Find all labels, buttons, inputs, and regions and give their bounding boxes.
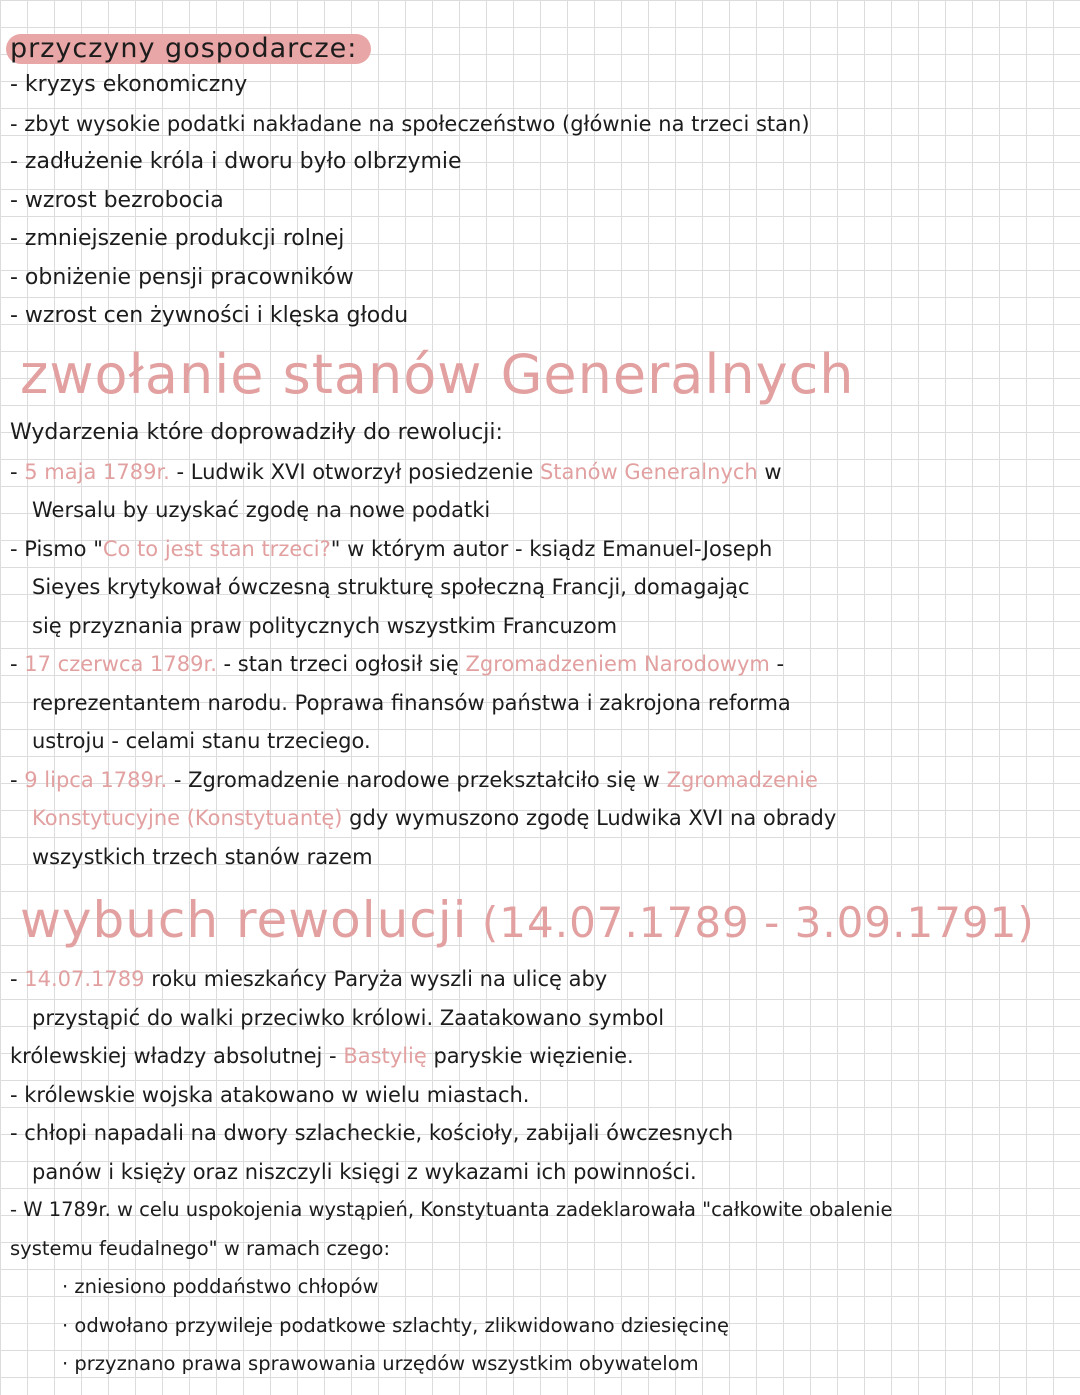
- revolution-notes: [10, 960, 1070, 1384]
- revolution-title: wybuch rewolucji (14.07.1789 - 3.09.1791): [20, 891, 1035, 949]
- note-line: wszystkich trzech stanów razem: [32, 844, 373, 869]
- revolution-dates: (14.07.1789 - 3.09.1791): [467, 898, 1035, 947]
- term-highlight: Co to jest stan trzeci?: [102, 536, 331, 561]
- list-item: - obniżenie pensji pracowników: [10, 264, 354, 290]
- term-highlight: Konstytucyjne (Konstytuantę): [32, 806, 343, 830]
- list-item: - zbyt wysokie podatki nakładane na społeczeństwo (głównie na trzeci stan): [10, 111, 810, 136]
- note-line: - 5 maja 1789r. - Ludwik XVI otworzył posiedzenie Stanów Generalnych w: [10, 459, 782, 484]
- note-line: panów i księży oraz niszczyli księgi z wykazami ich powinności.: [32, 1159, 697, 1184]
- term-highlight: Zgromadzenie: [666, 767, 818, 792]
- bullet-item: · zniesiono poddaństwo chłopów: [62, 1275, 379, 1298]
- note-line: Konstytucyjne (Konstytuantę) gdy wymuszono zgodę Ludwika XVI na obrady: [32, 806, 837, 830]
- list-item: - wzrost cen żywności i klęska głodu: [10, 303, 409, 328]
- note-line: reprezentantem narodu. Poprawa finansów państwa i zakrojona reforma: [32, 690, 791, 715]
- note-line: - 9 lipca 1789r. - Zgromadzenie narodowe przekształciło się w Zgromadzenie: [10, 767, 818, 792]
- causes-heading: przyczyny gospodarcze:: [6, 34, 371, 64]
- list-item: - wzrost bezrobocia: [10, 187, 224, 213]
- note-line: ustroju - celami stanu trzeciego.: [32, 729, 371, 753]
- term-highlight: Stanów Generalnych: [539, 459, 758, 484]
- list-item: - zmniejszenie produkcji rolnej: [10, 226, 345, 251]
- term-highlight: Bastylię: [343, 1044, 427, 1068]
- note-line: Sieyes krytykował ówczesną strukturę społeczną Francji, domagając: [32, 575, 750, 599]
- bullet-item: · odwołano przywileje podatkowe szlachty, zlikwidowano dziesięcinę: [62, 1313, 730, 1337]
- date-highlight: 14.07.1789: [24, 967, 145, 991]
- note-line: królewskiej władzy absolutnej - Bastylię paryskie więzienie.: [10, 1044, 634, 1068]
- note-line: - chłopi napadali na dwory szlacheckie, kościoły, zabijali ówczesnych: [10, 1121, 734, 1145]
- bullet-item: · przyznano prawa sprawowania urzędów wszystkim obywatelom: [62, 1352, 699, 1375]
- date-highlight: 5 maja 1789r.: [24, 459, 170, 484]
- estates-general-title: zwołanie stanów Generalnych: [20, 343, 855, 406]
- list-item: - zadłużenie króla i dworu było olbrzymie: [10, 149, 462, 174]
- term-highlight: Zgromadzeniem Narodowym: [465, 652, 770, 676]
- date-highlight: 17 czerwca 1789r.: [24, 652, 217, 676]
- note-line: przystąpić do walki przeciwko królowi. Zaatakowano symbol: [32, 1005, 665, 1030]
- intro-line: Wydarzenia które doprowadziły do rewolucji:: [10, 420, 503, 445]
- note-line: Wersalu by uzyskać zgodę na nowe podatki: [32, 498, 491, 522]
- causes-list: [10, 66, 1070, 336]
- note-line: - W 1789r. w celu uspokojenia wystąpień, Konstytuanta zadeklarowała "całkowite obalenie: [10, 1198, 893, 1221]
- date-highlight: 9 lipca 1789r.: [24, 767, 168, 792]
- note-line: się przyznania praw politycznych wszystkim Francuzom: [32, 613, 618, 638]
- note-line: - Pismo "Co to jest stan trzeci?" w którym autor - ksiądz Emanuel-Joseph: [10, 536, 773, 561]
- estates-general-notes: [10, 414, 1070, 876]
- note-line: systemu feudalnego" w ramach czego:: [10, 1236, 391, 1260]
- list-item: - kryzys ekonomiczny: [10, 72, 248, 97]
- note-line: - królewskie wojska atakowano w wielu miastach.: [10, 1082, 530, 1107]
- note-line: - 14.07.1789 roku mieszkańcy Paryża wyszli na ulicę aby: [10, 967, 608, 991]
- note-line: - 17 czerwca 1789r. - stan trzeci ogłosił się Zgromadzeniem Narodowym -: [10, 652, 785, 676]
